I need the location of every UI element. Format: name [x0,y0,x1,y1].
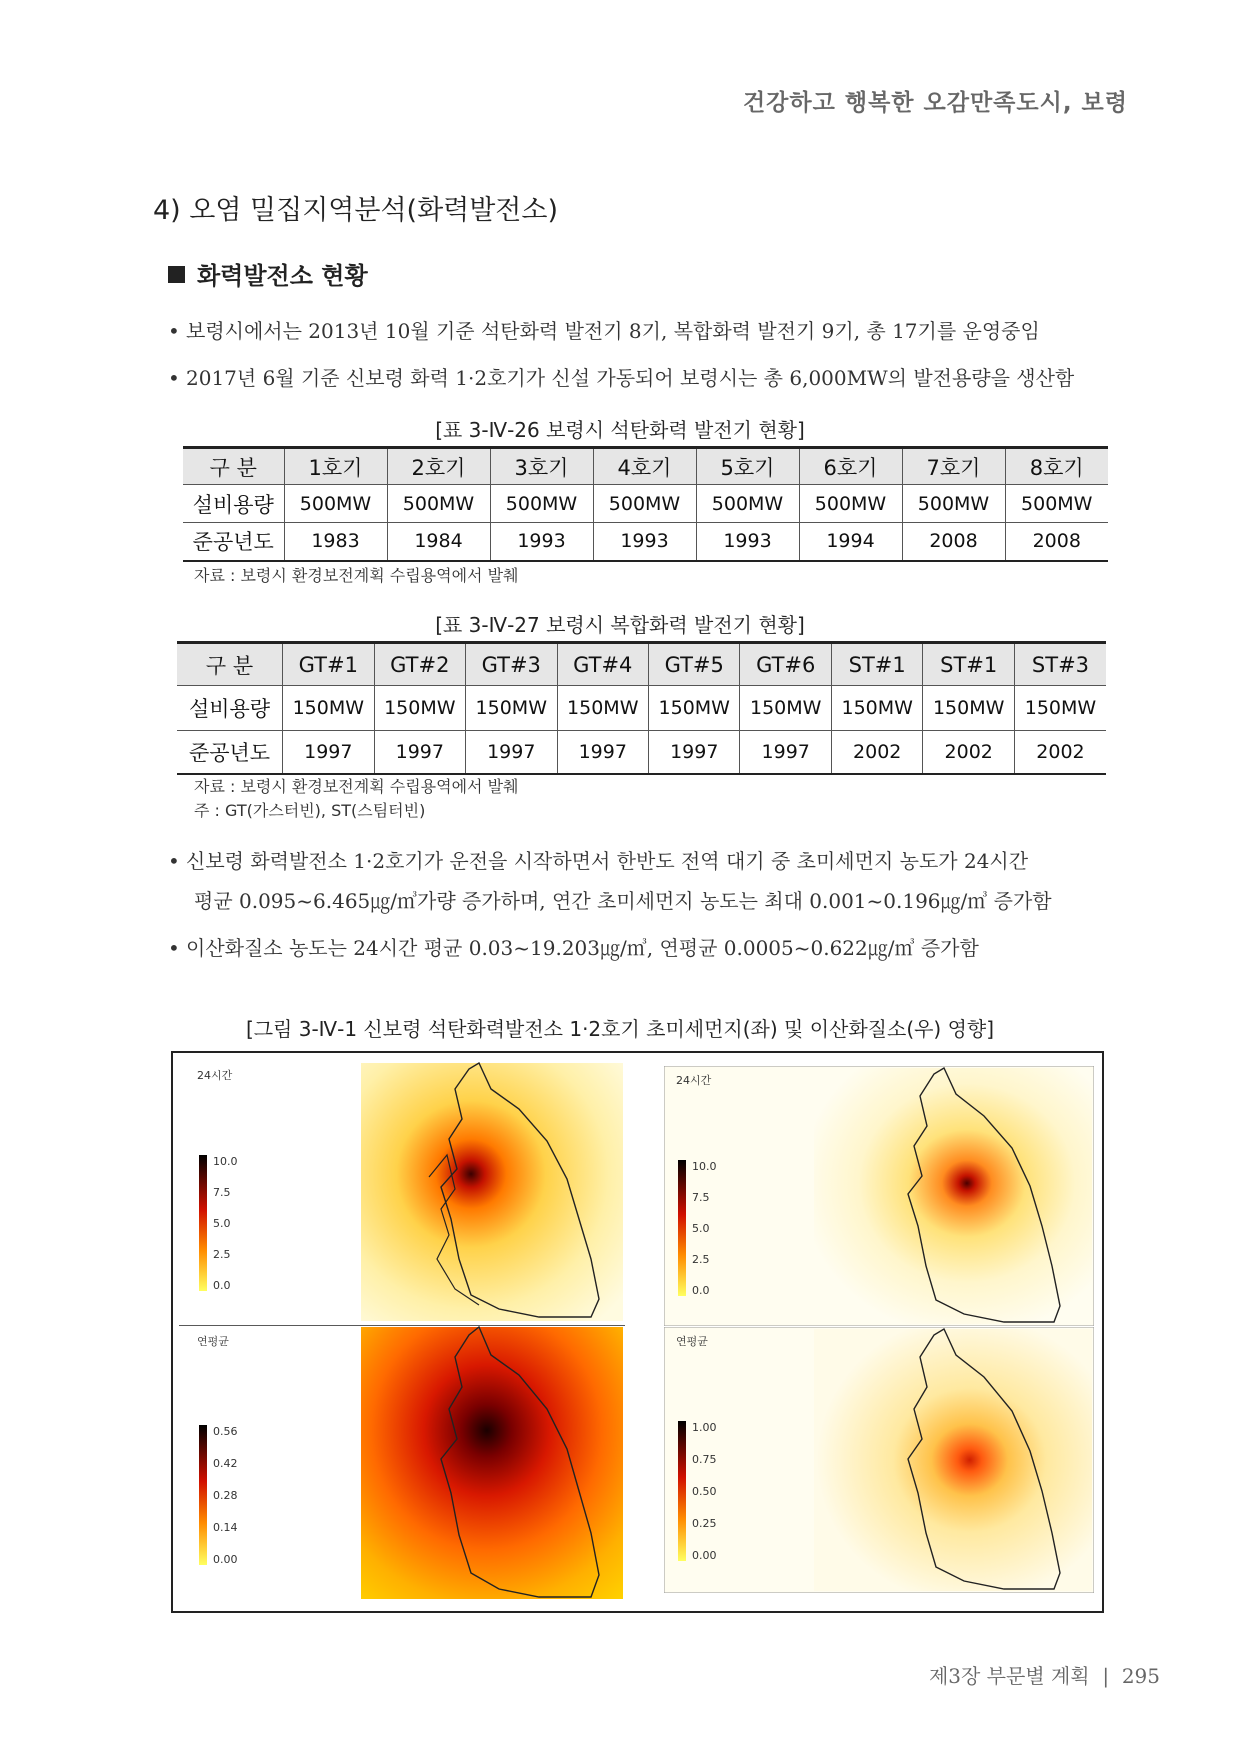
scale-tick: 0.28 [213,1489,238,1502]
section-title: 4) 오염 밀집지역분석(화력발전소) [153,195,559,226]
bullet-item: • 신보령 화력발전소 1·2호기가 운전을 시작하면서 한반도 전역 대기 중 초미세먼지 농도가 24시간 [168,849,1029,873]
table-cell: 설비용량 [177,686,283,731]
table-row [183,523,1108,561]
footer-chapter: 제3장 부문별 계획 [928,1664,1090,1688]
table-header-cell: 1호기 [284,448,387,485]
table-header-cell: 7호기 [902,448,1005,485]
table2-source: 자료 : 보령시 환경보전계획 수립용역에서 발췌 [194,777,519,796]
color-scale-bar [199,1425,207,1565]
table-cell: 1983 [284,523,387,561]
bullet-text: 이산화질소 농도는 24시간 평균 0.03~19.203㎍/㎥, 연평균 0.0005~0.622㎍/㎥ 증가함 [186,936,979,960]
table-cell: 준공년도 [177,731,283,774]
table-cell: 500MW [902,485,1005,523]
table-cell: 150MW [374,686,465,731]
table-row [177,731,1106,774]
panel-label: 연평균 [197,1335,229,1348]
table-cell: 150MW [740,686,831,731]
table-cell: 2002 [831,731,922,774]
table-header-cell: 4호기 [593,448,696,485]
table-cell: 500MW [284,485,387,523]
table-cell: 500MW [593,485,696,523]
table-cell: 150MW [923,686,1014,731]
footer-separator: | [1096,1664,1116,1688]
table-header-cell: 5호기 [696,448,799,485]
table-cell: 준공년도 [183,523,284,561]
scale-tick: 0.75 [692,1453,717,1466]
table-header-cell: 3호기 [490,448,593,485]
subsection-title [168,256,368,291]
table-cell: 500MW [1005,485,1108,523]
combined-power-table [177,641,1106,775]
table-cell: 1993 [696,523,799,561]
map-panel-no2-24h [664,1066,1094,1326]
table1-caption: [표 3-Ⅳ-26 보령시 석탄화력 발전기 현황] [435,418,805,442]
table-cell: 1997 [557,731,648,774]
map-panel-pm-annual [179,1325,625,1601]
table-cell: 500MW [387,485,490,523]
scale-tick: 0.00 [692,1549,717,1562]
concentration-field [361,1327,623,1599]
scale-tick: 10.0 [213,1155,238,1168]
table-cell: 500MW [696,485,799,523]
scale-tick: 0.00 [213,1553,238,1566]
table-cell: 2002 [1014,731,1106,774]
table-cell: 2008 [902,523,1005,561]
scale-tick: 2.5 [692,1253,710,1266]
coal-power-table [183,446,1108,562]
table-header-cell: GT#2 [374,643,465,686]
bullet-text: 보령시에서는 2013년 10월 기준 석탄화력 발전기 8기, 복합화력 발전기 9기, 총 17기를 운영중임 [186,319,1040,343]
table-header-cell: ST#3 [1014,643,1106,686]
pm-annual-map [179,1325,625,1601]
panel-label: 24시간 [676,1074,712,1087]
color-scale-bar [678,1421,686,1561]
table-header-cell: GT#6 [740,643,831,686]
table-cell: 150MW [466,686,557,731]
table-row [177,686,1106,731]
table-header-cell: GT#3 [466,643,557,686]
scale-tick: 0.14 [213,1521,238,1534]
table-cell: 150MW [283,686,374,731]
table-cell: 500MW [490,485,593,523]
scale-tick: 7.5 [213,1186,231,1199]
table-header-cell: GT#5 [649,643,740,686]
table-cell: 1993 [593,523,696,561]
table-header-cell: 8호기 [1005,448,1108,485]
bullet-text: 2017년 6월 기준 신보령 화력 1·2호기가 신설 가동되어 보령시는 총 6,000MW의 발전용량을 생산함 [186,366,1075,390]
table-header-row [177,643,1106,686]
bullet-text: 신보령 화력발전소 1·2호기가 운전을 시작하면서 한반도 전역 대기 중 초미세먼지 농도가 24시간 [186,849,1029,873]
table-cell: 2002 [923,731,1014,774]
bullet-continuation: 평균 0.095~6.465㎍/㎥가량 증가하며, 연간 초미세먼지 농도는 최대 0.001~0.196㎍/㎥ 증가함 [194,889,1052,913]
bullet-item: • 이산화질소 농도는 24시간 평균 0.03~19.203㎍/㎥, 연평균 0.0005~0.622㎍/㎥ 증가함 [168,936,979,960]
scale-tick: 5.0 [213,1217,231,1230]
table-cell: 150MW [557,686,648,731]
table-cell: 1994 [799,523,902,561]
no2-24h-map [664,1066,1094,1326]
page-number: 295 [1121,1664,1160,1688]
table-header-cell: 6호기 [799,448,902,485]
map-panel-no2-annual [664,1327,1094,1593]
table-cell: 1997 [374,731,465,774]
table-cell: 500MW [799,485,902,523]
concentration-field [814,1068,1092,1324]
subsection-title-text: 화력발전소 현황 [197,262,368,290]
table-cell: 150MW [831,686,922,731]
scale-tick: 0.25 [692,1517,717,1530]
color-scale-bar [678,1160,686,1296]
concentration-field [361,1063,623,1321]
scale-tick: 7.5 [692,1191,710,1204]
figure-caption: [그림 3-Ⅳ-1 신보령 석탄화력발전소 1·2호기 초미세먼지(좌) 및 이산화질소(우) 영향] [245,1017,995,1041]
running-header: 건강하고 행복한 오감만족도시, 보령 [742,90,1128,116]
scale-tick: 0.50 [692,1485,717,1498]
no2-annual-map [664,1327,1094,1593]
map-panel-pm-24h [179,1059,625,1323]
bullet-item: • 보령시에서는 2013년 10월 기준 석탄화력 발전기 8기, 복합화력 발전기 9기, 총 17기를 운영중임 [168,319,1040,343]
pm-24h-map [179,1059,625,1323]
table-header-cell: GT#1 [283,643,374,686]
table-header-cell: ST#1 [923,643,1014,686]
table-cell: 1997 [649,731,740,774]
table1-source: 자료 : 보령시 환경보전계획 수립용역에서 발췌 [194,566,519,585]
table-header-cell: 2호기 [387,448,490,485]
scale-tick: 0.0 [213,1279,231,1292]
concentration-field [814,1329,1092,1591]
table-cell: 1997 [740,731,831,774]
table-header-cell: 구 분 [183,448,284,485]
table-cell: 150MW [1014,686,1106,731]
scale-tick: 0.42 [213,1457,238,1470]
scale-tick: 5.0 [692,1222,710,1235]
scale-tick: 0.56 [213,1425,238,1438]
color-scale-bar [199,1155,207,1291]
panel-label: 연평균 [676,1335,708,1348]
table-cell: 설비용량 [183,485,284,523]
table-cell: 1997 [466,731,557,774]
scale-tick: 10.0 [692,1160,717,1173]
table2-caption: [표 3-Ⅳ-27 보령시 복합화력 발전기 현황] [435,613,805,637]
table-cell: 1993 [490,523,593,561]
table-header-cell: ST#1 [831,643,922,686]
table2-note: 주 : GT(가스터빈), ST(스팀터빈) [194,801,426,820]
scale-tick: 2.5 [213,1248,231,1261]
table-header-cell: 구 분 [177,643,283,686]
table-cell: 1984 [387,523,490,561]
scale-tick: 1.00 [692,1421,717,1434]
table-row [183,485,1108,523]
panel-label: 24시간 [197,1069,233,1082]
table-cell: 1997 [283,731,374,774]
page-footer [929,1660,1160,1689]
figure-frame [171,1051,1104,1613]
table-header-row [183,448,1108,485]
table-cell: 150MW [649,686,740,731]
square-bullet-icon [168,266,185,283]
table-header-cell: GT#4 [557,643,648,686]
bullet-item: • 2017년 6월 기준 신보령 화력 1·2호기가 신설 가동되어 보령시는 총 6,000MW의 발전용량을 생산함 [168,366,1075,390]
table-cell: 2008 [1005,523,1108,561]
scale-tick: 0.0 [692,1284,710,1297]
